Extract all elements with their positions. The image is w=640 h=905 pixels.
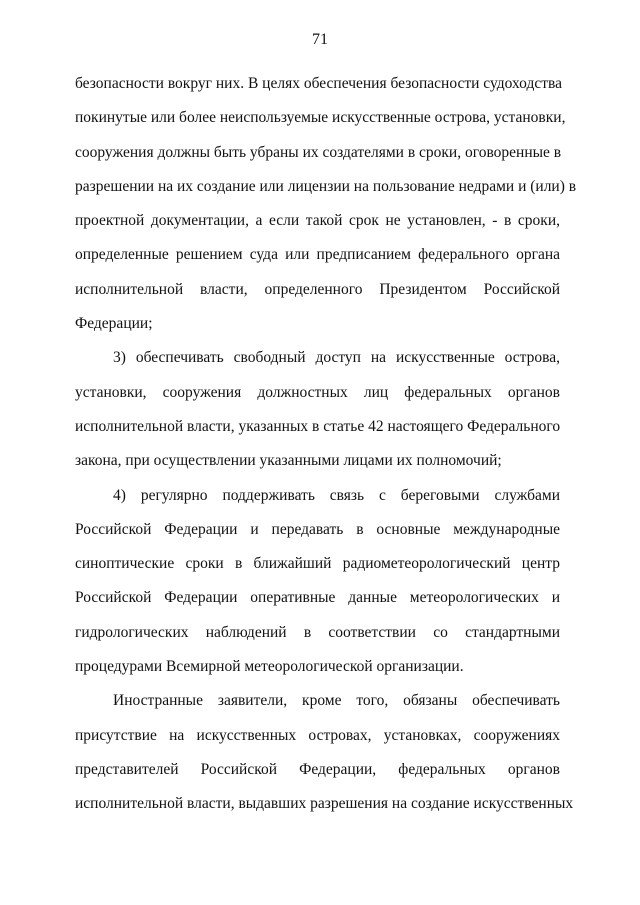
text-line: Федерации; bbox=[75, 315, 153, 333]
text-line: покинутые или более неиспользуемые искусственные острова, установки, bbox=[75, 109, 566, 127]
text-line: исполнительной власти, указанных в статье 42 настоящего Федерального bbox=[75, 417, 561, 435]
page-number: 71 bbox=[312, 31, 328, 48]
text-line: исполнительной власти, выдавших разрешения на создание искусственных bbox=[75, 795, 574, 813]
text-line: безопасности вокруг них. В целях обеспечения безопасности судоходства bbox=[75, 75, 563, 92]
text-line: исполнительной власти, определенного Президентом Российской bbox=[75, 280, 560, 298]
text-line: присутствие на искусственных островах, установках, сооружениях bbox=[75, 726, 560, 744]
text-line: представителей Российской Федерации, федеральных органов bbox=[75, 760, 560, 778]
text-line: 3) обеспечивать свободный доступ на искусственные острова, bbox=[113, 349, 560, 367]
paragraph-foreign-applicants bbox=[75, 684, 574, 821]
text-line: сооружения должны быть убраны их создателями в сроки, оговоренные в bbox=[75, 143, 562, 161]
document-body bbox=[75, 67, 577, 822]
text-line: определенные решением суда или предписанием федерального органа bbox=[75, 246, 560, 264]
text-line: 4) регулярно поддерживать связь с береговыми службами bbox=[113, 486, 560, 504]
text-line: синоптические сроки в ближайший радиометеорологический центр bbox=[75, 555, 560, 573]
text-line: Российской Федерации и передавать в основные международные bbox=[75, 520, 560, 538]
text-line: процедурами Всемирной метеорологической организации. bbox=[75, 658, 464, 676]
paragraph-item-4 bbox=[75, 479, 560, 685]
paragraph-continuation bbox=[75, 67, 577, 341]
text-line: проектной документации, а если такой срок не установлен, - в сроки, bbox=[75, 212, 560, 230]
text-line: установки, сооружения должностных лиц федеральных органов bbox=[75, 383, 560, 401]
text-line: Иностранные заявители, кроме того, обязаны обеспечивать bbox=[113, 692, 560, 710]
paragraph-item-3 bbox=[75, 341, 560, 478]
text-line: гидрологических наблюдений в соответствии со стандартными bbox=[75, 623, 560, 641]
text-line: Российской Федерации оперативные данные метеорологических и bbox=[75, 589, 560, 607]
text-line: закона, при осуществлении указанными лицами их полномочий; bbox=[75, 452, 502, 470]
text-line: разрешении на их создание или лицензии на пользование недрами и (или) в bbox=[75, 177, 577, 195]
